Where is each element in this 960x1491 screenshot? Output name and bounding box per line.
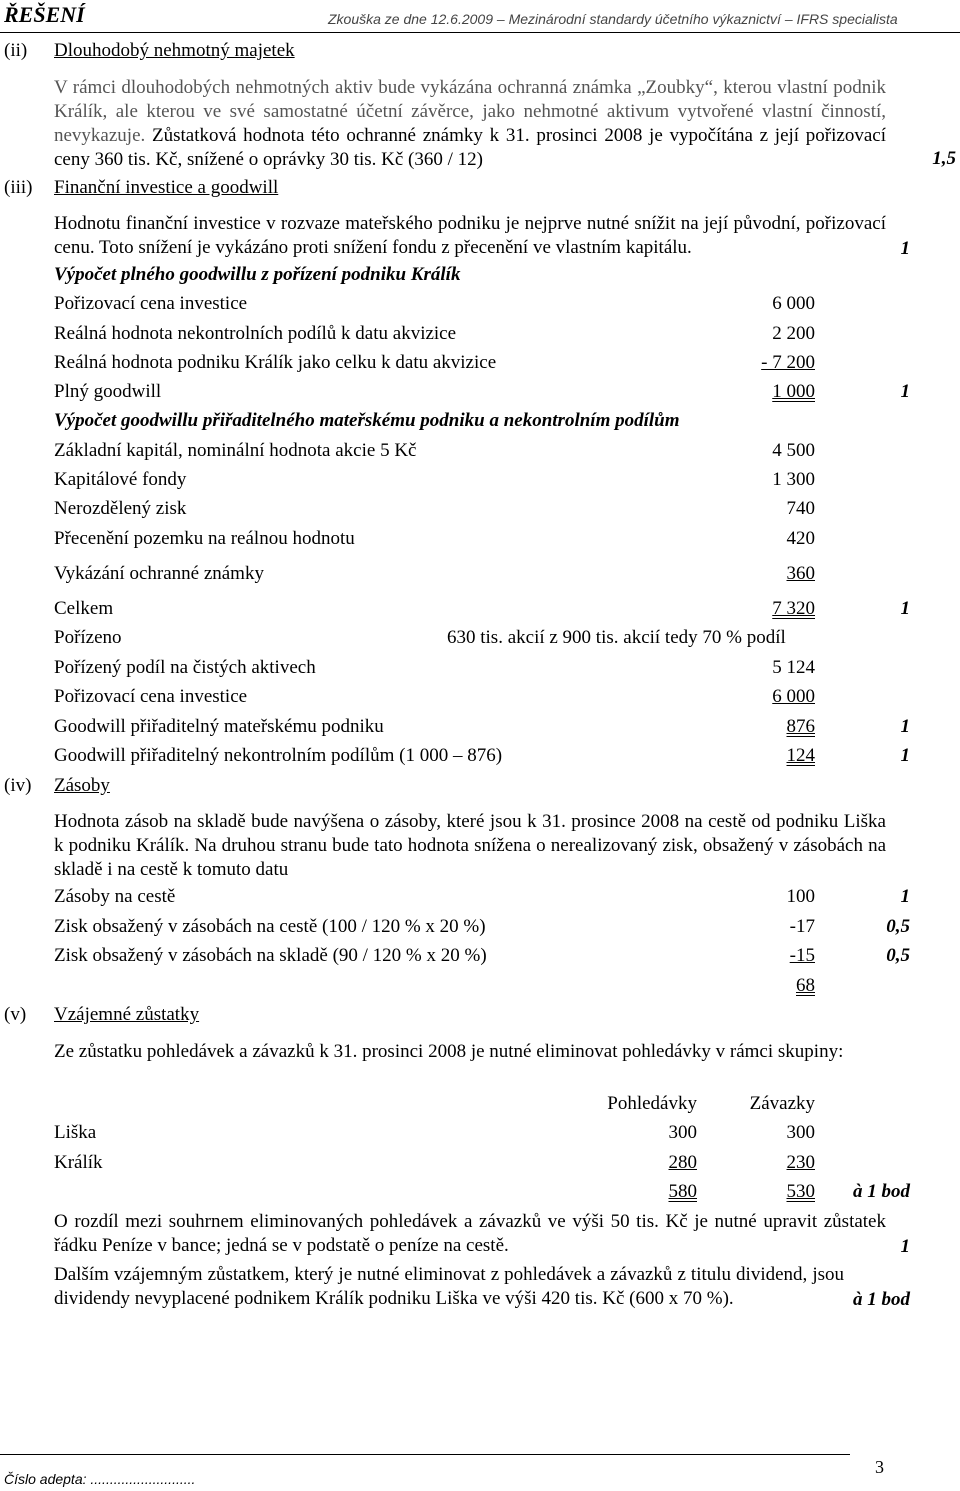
inventory-row-points: 0,5 (886, 916, 910, 937)
inventory-row-value: -17 (789, 916, 815, 937)
section-heading-iv: Zásoby (54, 775, 110, 796)
acquired-label: Pořízeno (54, 627, 122, 648)
calc-row-points: 1 (900, 745, 910, 766)
section-heading-ii: Dlouhodobý nehmotný majetek (54, 40, 295, 61)
section-marker-v: (v) (4, 1004, 27, 1025)
section-heading-v: Vzájemné zůstatky (54, 1004, 200, 1025)
calc-row-value: 6 000 (772, 293, 815, 314)
calc-row-value: - 7 200 (761, 352, 815, 373)
calc-row-label: Kapitálové fondy (54, 469, 187, 490)
inventory-row-points: 0,5 (886, 945, 910, 966)
balances-total-receivables: 580 (668, 1181, 697, 1202)
calc-row-value: 740 (786, 498, 815, 519)
calc-row-value: 124 (786, 745, 815, 766)
calc-row-label: Vykázání ochranné známky (54, 563, 264, 584)
inventory-row-value: -15 (789, 945, 815, 966)
calc-row-value: 2 200 (772, 323, 815, 344)
page-title: ŘEŠENÍ (4, 2, 85, 27)
calc-row-label: Pořizovací cena investice (54, 293, 248, 314)
calc-row-label: Celkem (54, 598, 114, 619)
balances-row-receivables: 280 (668, 1152, 697, 1173)
inventory-row-points: 1 (900, 886, 910, 907)
points-iii-body: 1 (900, 238, 910, 259)
calc-row-value: 1 000 (772, 381, 815, 402)
calc-row-value: 1 300 (772, 469, 815, 490)
balances-row-payables: 300 (786, 1122, 815, 1143)
balances-col-header: Závazky (749, 1093, 815, 1114)
section-heading-iii: Finanční investice a goodwill (54, 177, 279, 198)
section-body-ii-part-b: Zůstatková hodnota této ochranné známky k 31. prosinci 2008 je vypočítána z její pořizovací ceny 360 tis. Kč, snížené o oprávky 30 tis. Kč (360 / 12) (54, 125, 886, 170)
balances-col-header: Pohledávky (607, 1093, 697, 1114)
points-v-difference: 1 (900, 1236, 910, 1257)
calc-row-label: Goodwill přiřaditelný nekontrolním podílům (1 000 – 876) (54, 745, 503, 766)
calc-row-label: Základní kapitál, nominální hodnota akcie 5 Kč (54, 440, 417, 461)
balances-total-points: à 1 bod (853, 1181, 910, 1202)
calc-row-points: 1 (900, 598, 910, 619)
calc-row-value: 7 320 (772, 598, 815, 619)
calc-row-label: Reálná hodnota nekontrolních podílů k datu akvizice (54, 323, 457, 344)
section-body-v-dividends: Dalším vzájemným zůstatkem, který je nutné eliminovat z pohledávek a závazků z titulu dividend, jsou dividendy nevyplacené podnikem Králík podniku Liška ve výši 420 tis. Kč (600 x 70 %). (54, 1264, 844, 1309)
calc-title-full-goodwill: Výpočet plného goodwillu z pořízení podniku Králík (54, 264, 461, 285)
section-marker-iii: (iii) (4, 177, 33, 198)
calc-row-label: Goodwill přiřaditelný mateřskému podniku (54, 716, 384, 737)
section-body-ii (54, 76, 886, 176)
section-marker-ii: (ii) (4, 40, 28, 61)
balances-total-payables: 530 (786, 1181, 815, 1202)
section-body-iv: Hodnota zásob na skladě bude navýšena o zásoby, které jsou k 31. prosince 2008 na cestě od podniku Liška k podniku Králík. Na druhou stranu bude tato hodnota snížena o nerealizovaný zisk, obsažený v zásobách na skladě i na cestě k tomuto datu (54, 811, 886, 880)
header-subtitle: Zkouška ze dne 12.6.2009 – Mezinárodní standardy účetního výkaznictví – IFRS specialista (328, 11, 898, 27)
balances-row-payables: 230 (786, 1152, 815, 1173)
student-number-field: Číslo adepta: ........................... (4, 1471, 196, 1487)
balances-row-receivables: 300 (668, 1122, 697, 1143)
balances-row-label: Králík (54, 1152, 103, 1173)
inventory-row-value: 100 (786, 886, 815, 907)
calc-row-label: Nerozdělený zisk (54, 498, 187, 519)
calc-title-allocated-goodwill: Výpočet goodwillu přiřaditelného mateřskému podniku a nekontrolním podílům (54, 410, 680, 431)
section-body-v: Ze zůstatku pohledávek a závazků k 31. prosinci 2008 je nutné eliminovat pohledávky v rámci skupiny: (54, 1041, 844, 1062)
inventory-row-label: Zásoby na cestě (54, 886, 176, 907)
calc-row-value: 876 (786, 716, 815, 737)
section-body-v-difference: O rozdíl mezi souhrnem eliminovaných pohledávek a závazků ve výši 50 tis. Kč je nutné upravit zůstatek řádku Peníze v bance; jedná se v podstatě o peníze na cestě. (54, 1211, 886, 1256)
inventory-row-label: Zisk obsažený v zásobách na skladě (90 / 120 % x 20 %) (54, 945, 487, 966)
calc-row-points: 1 (900, 381, 910, 402)
footer-rule (0, 1454, 850, 1455)
calc-row-value: 420 (786, 528, 815, 549)
calc-row-value: 5 124 (772, 657, 815, 678)
balances-row-label: Liška (54, 1122, 97, 1143)
inventory-total: 68 (796, 975, 815, 996)
calc-row-value: 360 (786, 563, 815, 584)
points-v-dividends: à 1 bod (853, 1289, 910, 1310)
section-body-iii: Hodnotu finanční investice v rozvaze mateřského podniku je nejprve nutné snížit na její původní, pořizovací cenu. Toto snížení je vykázáno proti snížení fondu z přecenění ve vlastním kapitálu. (54, 213, 886, 258)
acquired-text: 630 tis. akcií z 900 tis. akcií tedy 70 % podíl (447, 627, 786, 648)
calc-row-label: Pořízený podíl na čistých aktivech (54, 657, 316, 678)
section-body-ii-part-a: V rámci dlouhodobých nehmotných aktiv bude vykázána ochranná známka „Zoubky“, kterou vlastní podnik Králík, ale kterou ve své samostatné účetní závěrce, jako nehmotné aktivum vytvořené vlastní činností, nevykazuje. (54, 77, 886, 146)
calc-row-value: 4 500 (772, 440, 815, 461)
calc-row-label: Pořizovací cena investice (54, 686, 248, 707)
inventory-row-label: Zisk obsažený v zásobách na cestě (100 / 120 % x 20 %) (54, 916, 486, 937)
page-number: 3 (875, 1457, 884, 1477)
calc-row-label: Přecenění pozemku na reálnou hodnotu (54, 528, 355, 549)
header-rule (0, 32, 960, 33)
calc-row-label: Reálná hodnota podniku Králík jako celku k datu akvizice (54, 352, 497, 373)
calc-row-value: 6 000 (772, 686, 815, 707)
calc-row-label: Plný goodwill (54, 381, 162, 402)
calc-row-points: 1 (900, 716, 910, 737)
section-marker-iv: (iv) (4, 775, 32, 796)
points-ii: 1,5 (932, 148, 956, 169)
